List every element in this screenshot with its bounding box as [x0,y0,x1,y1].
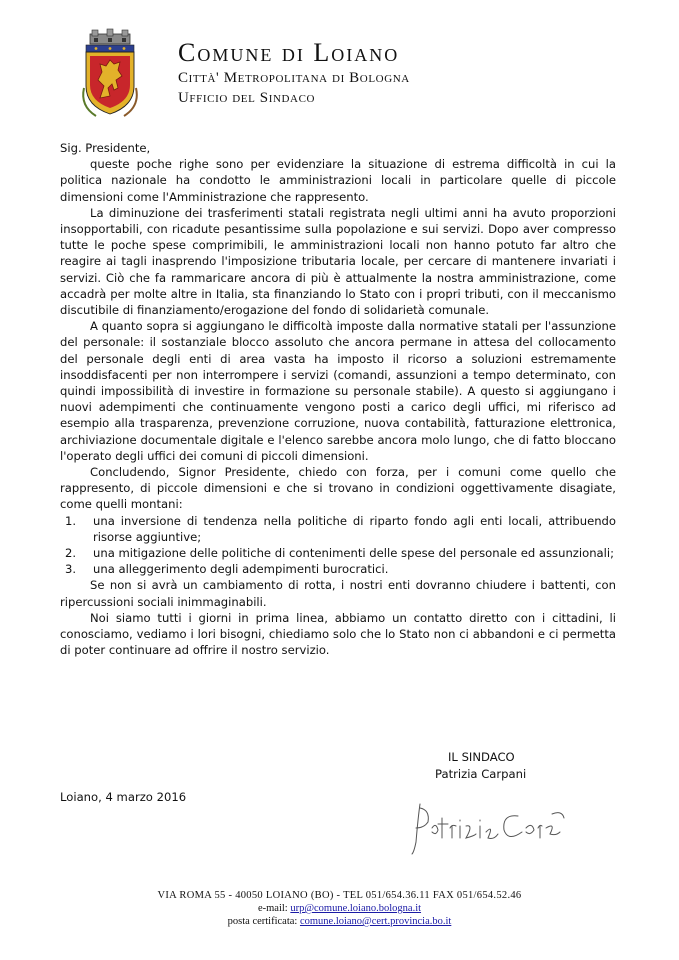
signer-name: Patrizia Carpani [435,767,527,781]
list-item [60,513,616,545]
footer-address: VIA ROMA 55 - 40050 LOIANO (BO) - TEL 051/654.36.11 FAX 051/654.52.46 [157,890,522,901]
list-item [60,545,616,561]
handwritten-signature [390,798,570,856]
paragraph: queste poche righe sono per evidenziare la situazione di estrema difficoltà in cui la politica nazionale ha condotto le amministrazioni locali in particolare quelle di piccole dimensioni come l'Amministrazione che rappresento. [60,157,616,204]
list-number: 1. [65,513,77,528]
paragraph: Noi siamo tutti i giorni in prima linea, abbiamo un contatto diretto con i cittadini, li conosciamo, vediamo i lori bisogni, chiediamo solo che lo Stato non ci abbandoni e ci permetta di poter continuare ad offrire il nostro servizio. [60,610,616,658]
municipality-name: Comune di Loiano [178,38,400,67]
pec-link[interactable]: comune.loiano@cert.provincia.bo.it [299,916,452,927]
requests-list [60,513,616,578]
pec-label: posta certificata: [227,916,300,927]
email-label: e-mail: [257,903,291,914]
place-and-date: Loiano, 4 marzo 2016 [60,790,187,804]
paragraph: Concludendo, Signor Presidente, chiedo con forza, per i comuni come quello che rappresento, di piccole dimensioni e che si trovano in condizioni oggettivamente disagiate, come quelli montani: [60,465,616,512]
list-item [60,561,616,577]
salutation: Sig. Presidente, [60,141,151,155]
list-number: 2. [65,546,77,561]
metropolitan-city: Città' Metropolitana di Bologna [178,70,410,86]
letterhead [178,38,598,108]
signer-title: IL SINDACO [448,750,515,764]
office-name: Ufficio del Sindaco [178,90,316,106]
email-link[interactable]: urp@comune.loiano.bologna.it [290,903,422,914]
list-number: 3. [65,562,77,577]
footer [0,889,679,928]
footer-pec-line [0,915,679,928]
paragraph: A quanto sopra si aggiungano le difficoltà imposte dalla normative statali per l'assunzione del personale: il sostanziale blocco assoluto che ancora permane in attesa del collocamento del personale degli enti di area vasta ha imposto il ricorso a soluzioni estremamente insoddisfacenti per non interrompere i servizi (comandi, assunzioni a tempo determinato, con quindi impossibilità di investire in formazione su personale stabile). A questo si aggiungano i nuovi adempimenti che continuamente vengono posti a carico degli uffici, mi riferisco ad esempio alla trasparenza, prevenzione corruzione, nuova contabilità, fatturazione elettronica, archiviazione documentale digitale e l'elenco sarebbe ancora molo lungo, che di fatto bloccano l'operato degli uffici dei comuni di piccoli dimensioni. [60,319,616,463]
paragraph: Se non si avrà un cambiamento di rotta, i nostri enti dovranno chiudere i battenti, con ripercussioni sociali inimmaginabili. [60,578,616,609]
paragraph: La diminuzione dei trasferimenti statali registrata negli ultimi anni ha avuto proporzioni insopportabili, con ricadute pesantissime sulla popolazione e sui servizi. Dopo aver compresso tutte le poche spese comprimibili, le amministrazioni locali non hanno potuto far altro che reagire ai tagli inasprendo l'imposizione tributaria locale, per cercare di mantenere invariati i servizi. Ciò che fa rammaricare ancora di più è attualmente la nostra amministrazione, come accadrà per molte altre in Italia, sta finanziando lo Stato con i propri tributi, con il meccanismo discutibile di finanziamento/erogazione del fondo di solidarietà comunale. [60,205,616,318]
footer-email-line [0,902,679,915]
letter-body [60,140,616,659]
list-text: una inversione di tendenza nella politiche di riparto fondo agli enti locali, attribuendo risorse aggiuntive; [93,513,616,544]
list-text: una mitigazione delle politiche di contenimenti delle spese del personale ed assunzionali; [93,546,614,561]
list-text: una alleggerimento degli adempimenti burocratici. [93,562,389,577]
municipal-crest-icon [76,28,144,118]
